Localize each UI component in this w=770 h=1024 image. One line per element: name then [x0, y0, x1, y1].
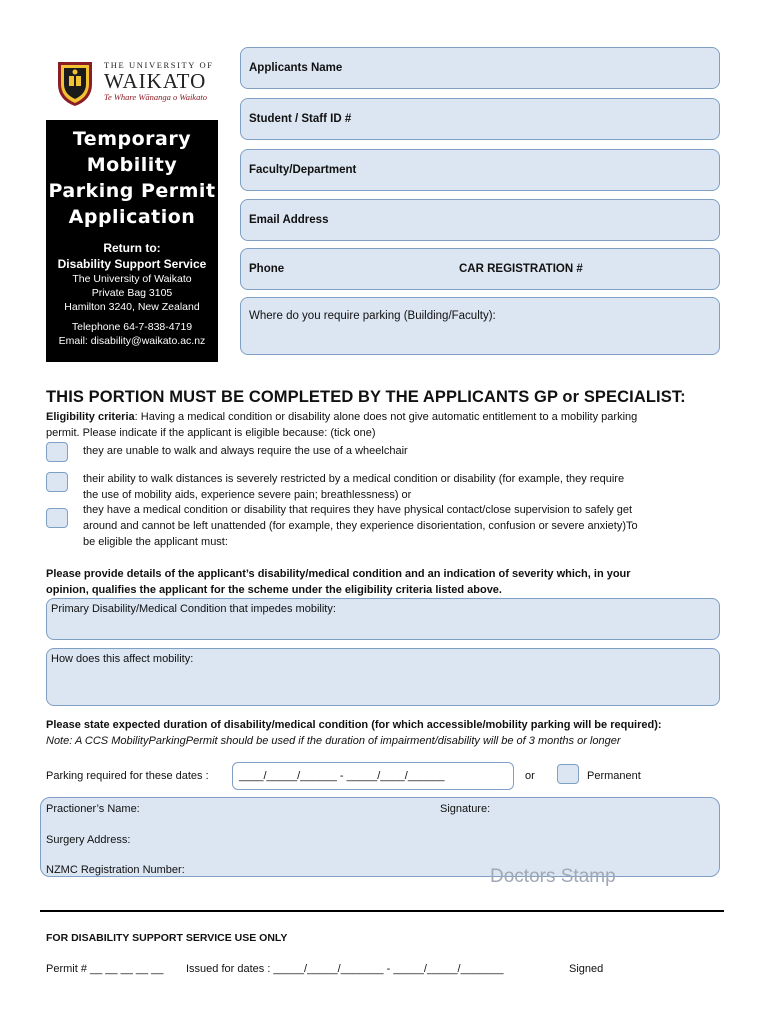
logo-small-text: THE UNIVERSITY OF: [104, 60, 214, 70]
eligibility-checkbox-1[interactable]: [46, 442, 68, 462]
address-line: The University of Waikato: [72, 273, 192, 285]
return-label: Return to:: [103, 241, 161, 255]
criteria-text: permit. Please indicate if the applicant is eligible because: (tick one): [46, 427, 376, 439]
email-field[interactable]: [240, 199, 720, 241]
nzmc-label: NZMC Registration Number:: [46, 864, 185, 876]
eligibility-checkbox-2[interactable]: [46, 472, 68, 492]
details-line: Please provide details of the applicant’s disability/medical condition and an indication of severity which, in your: [46, 568, 631, 580]
dates-placeholder: ____/_____/______ - _____/____/______: [239, 770, 445, 782]
details-instructions: [46, 566, 631, 598]
gp-section-heading: THIS PORTION MUST BE COMPLETED BY THE APPLICANTS GP or SPECIALIST:: [46, 388, 686, 406]
applicant-name-field[interactable]: [240, 47, 720, 89]
permit-number: Permit # __ __ __ __ __: [46, 963, 164, 975]
faculty-label: Faculty/Department: [249, 164, 357, 176]
return-to: [46, 240, 218, 272]
option-line: their ability to walk distances is severely restricted by a medical condition or disability (for example, they require: [83, 473, 625, 485]
title-line: Temporary: [72, 128, 192, 150]
criteria-text: : Having a medical condition or disability alone does not give automatic entitlement to a mobility parking: [134, 411, 638, 423]
title-line: Application: [68, 206, 196, 228]
address-line: Private Bag 3105: [91, 287, 173, 299]
issued-dates: Issued for dates : _____/_____/_______ - _____/_____/_______: [186, 963, 504, 975]
primary-condition-field[interactable]: [46, 598, 720, 640]
option-line: they have a medical condition or disability that requires they have physical contact/close supervision to safely get: [83, 504, 633, 516]
signed-label: Signed: [569, 963, 604, 975]
primary-condition-label: Primary Disability/Medical Condition that impedes mobility:: [51, 603, 336, 615]
signature-label: Signature:: [440, 803, 491, 815]
email: Email: disability@waikato.ac.nz: [58, 335, 206, 347]
mobility-affect-field[interactable]: [46, 648, 720, 706]
phone-field[interactable]: [240, 248, 720, 290]
eligibility-option-1: they are unable to walk and always require the use of a wheelchair: [83, 445, 408, 457]
faculty-field[interactable]: [240, 149, 720, 191]
phone-label: Phone: [249, 263, 285, 275]
duration-line: Please state expected duration of disability/medical condition (for which accessible/mobility parking will be required):: [46, 719, 662, 731]
parking-location-label: Where do you require parking (Building/Faculty):: [249, 310, 496, 322]
form-title-box: [46, 120, 218, 362]
parking-dates-field[interactable]: [232, 762, 514, 790]
duration-instructions: [46, 717, 662, 749]
title-line: Mobility: [86, 154, 178, 176]
eligibility-checkbox-3[interactable]: [46, 508, 68, 528]
or-label: or: [525, 770, 535, 782]
address: [46, 272, 218, 314]
crest-icon: [52, 58, 98, 108]
mobility-affect-label: How does this affect mobility:: [51, 653, 194, 665]
permanent-label: Permanent: [587, 770, 641, 782]
doctors-stamp-placeholder: Doctors Stamp: [490, 866, 616, 887]
parking-location-field[interactable]: [240, 297, 720, 355]
eligibility-criteria: [46, 409, 637, 441]
car-registration-label: CAR REGISTRATION #: [459, 263, 583, 275]
student-id-label: Student / Staff ID #: [249, 113, 352, 125]
permanent-checkbox[interactable]: [557, 764, 579, 784]
dates-label: Parking required for these dates :: [46, 770, 209, 782]
logo-motto: Te Whare Wānanga o Waikato: [104, 92, 207, 102]
duration-note: Note: A CCS MobilityParkingPermit should be used if the duration of impairment/disability will be of 3 months or longer: [46, 735, 621, 747]
option-line: be eligible the applicant must:: [83, 536, 228, 548]
title-line: Parking Permit: [48, 180, 216, 202]
email-label: Email Address: [249, 214, 329, 226]
contact: [46, 320, 218, 348]
practitioner-name-label: Practioner’s Name:: [46, 803, 140, 815]
option-line: the use of mobility aids, experience severe pain; breathlessness) or: [83, 489, 412, 501]
logo-name: WAIKATO: [104, 69, 207, 93]
eligibility-option-2: [83, 471, 624, 503]
eligibility-option-3: [83, 502, 638, 550]
form-title: [46, 126, 218, 230]
service-name: Disability Support Service: [57, 257, 207, 271]
student-id-field[interactable]: [240, 98, 720, 140]
section-divider: [40, 910, 724, 912]
address-line: Hamilton 3240, New Zealand: [64, 301, 200, 313]
details-line: opinion, qualifies the applicant for the scheme under the eligibility criteria listed above.: [46, 584, 502, 596]
university-logo: [52, 58, 222, 108]
criteria-label: Eligibility criteria: [46, 411, 135, 423]
surgery-address-label: Surgery Address:: [46, 834, 131, 846]
office-use-heading: FOR DISABILITY SUPPORT SERVICE USE ONLY: [46, 932, 288, 944]
telephone: Telephone 64-7-838-4719: [71, 321, 193, 333]
option-line: around and cannot be left unattended (for example, they experience disorientation, confusion or severe anxiety)To: [83, 520, 638, 532]
applicant-name-label: Applicants Name: [249, 62, 343, 74]
